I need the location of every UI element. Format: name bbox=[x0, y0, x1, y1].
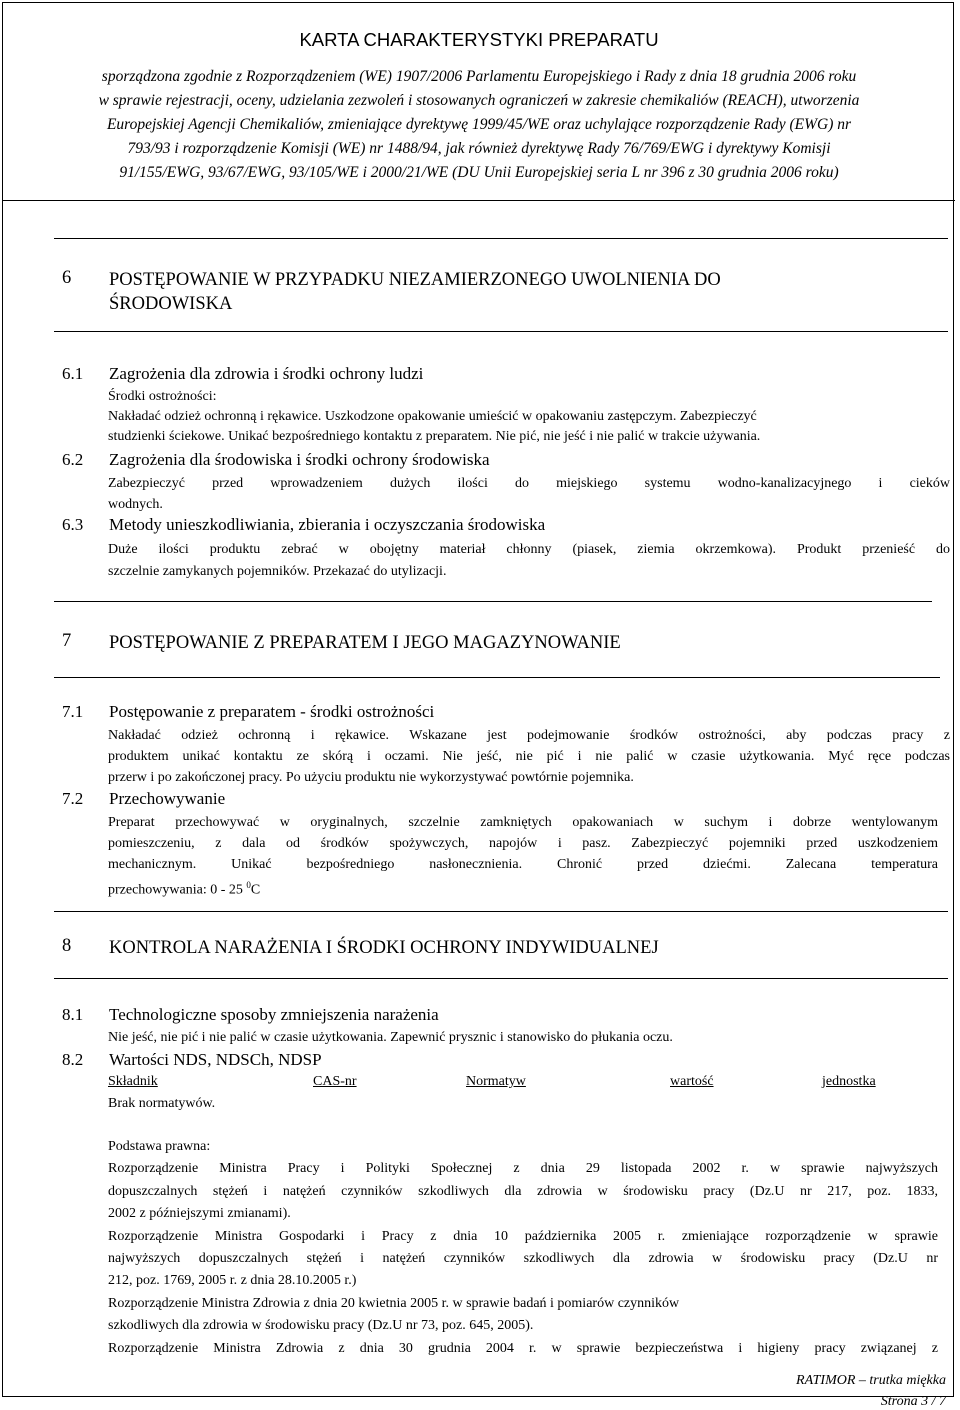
section-heading: KONTROLA NARAŻENIA I ŚRODKI OCHRONY INDYWIDUALNEJ bbox=[109, 938, 659, 958]
subsection-6-2-body bbox=[108, 473, 950, 515]
subsection-7-1-body bbox=[108, 725, 950, 788]
column-header-value: wartość bbox=[670, 1074, 714, 1089]
subsection-heading: Postępowanie z preparatem - środki ostrożności bbox=[109, 702, 435, 721]
temperature-unit: C bbox=[250, 882, 261, 898]
text-line: Środki ostrożności: bbox=[108, 389, 217, 404]
legal-basis-label: Podstawa prawna: bbox=[108, 1139, 211, 1154]
divider bbox=[54, 238, 948, 239]
divider bbox=[54, 331, 948, 332]
divider bbox=[54, 911, 948, 912]
subsection-6-3-body bbox=[108, 539, 950, 583]
heading-line: POSTĘPOWANIE W PRZYPADKU NIEZAMIERZONEGO UWOLNIENIA DO bbox=[109, 270, 721, 290]
text-line: 2002 z późniejszymi zmianami). bbox=[108, 1206, 291, 1222]
subsection-number: 7.2 bbox=[62, 789, 84, 808]
subsection-heading: Zagrożenia dla zdrowia i środki ochrony ludzi bbox=[109, 364, 424, 383]
footer-page-number: Strona 3 / 7 bbox=[880, 1394, 946, 1409]
text-line: szkodliwych dla zdrowia w środowisku pracy (Dz.U nr 73, poz. 645, 2005). bbox=[108, 1318, 534, 1334]
subsection-number: 8.2 bbox=[62, 1050, 84, 1069]
regulation-reference bbox=[13, 65, 945, 185]
text-line: Rozporządzenie Ministra Pracy i Polityki Społecznej z dnia 29 listopada 2002 r. w sprawie najwyższych bbox=[108, 1161, 938, 1177]
text-line: wodnych. bbox=[108, 497, 163, 512]
text-line: Nie jeść, nie pić i nie palić w czasie użytkowania. Zapewnić prysznic i stanowisko do płukania oczu. bbox=[108, 1030, 673, 1045]
subsection-6-1-body bbox=[108, 387, 950, 447]
section-heading bbox=[109, 268, 721, 316]
section-heading: POSTĘPOWANIE Z PREPARATEM I JEGO MAGAZYNOWANIE bbox=[109, 633, 621, 653]
divider bbox=[54, 978, 948, 979]
text-line: produktem unikać kontaktu ze skórą i oczami. Nie jeść, nie pić i nie palić w czasie użytkowania. Myć ręce podczas bbox=[108, 749, 950, 764]
text-line: Rozporządzenie Ministra Gospodarki i Pracy z dnia 10 października 2005 r. zmieniające rozporządzenie w sprawie bbox=[108, 1228, 938, 1244]
degree-sign: 0 bbox=[246, 880, 251, 890]
text-line: dopuszczalnych stężeń i natężeń czynników szkodliwych dla zdrowia w środowisku pracy (Dz.U nr 217, poz. 1833, bbox=[108, 1183, 938, 1199]
subsection-number: 6.3 bbox=[62, 515, 84, 534]
subsection-number: 7.1 bbox=[62, 702, 84, 721]
regulation-line: w sprawie rejestracji, oceny, udzielania zezwoleń i stosowanych ograniczeń w zakresie chemikaliów (REACH), utworzenia bbox=[98, 92, 860, 109]
subsection-8-1-body bbox=[108, 1028, 950, 1048]
subsection-number: 6.2 bbox=[62, 450, 84, 469]
text-line: pomieszczeniu, z dala od środków spożywczych, napojów i pasz. Zabezpieczyć pojemniki przed uszkodzeniem bbox=[108, 836, 938, 851]
document-header bbox=[3, 3, 955, 201]
text-line: przerw i po zakończonej pracy. Po użyciu produktu nie wykorzystywać powtórnie pojemnika. bbox=[108, 770, 634, 785]
text-line: 212, poz. 1769, 2005 r. z dnia 28.10.2005 r.) bbox=[108, 1273, 357, 1289]
text-line: studzienki ściekowe. Unikać bezpośredniego kontaktu z preparatem. Nie pić, nie jeść i nie palić w trakcie używania. bbox=[108, 429, 761, 444]
footer-product-name: RATIMOR – trutka miękka bbox=[796, 1373, 946, 1388]
temperature-text: przechowywania: 0 - 25 bbox=[108, 882, 247, 898]
column-header-unit: jednostka bbox=[822, 1074, 876, 1089]
section-number: 6 bbox=[62, 268, 72, 288]
regulation-line: 91/155/EWG, 93/67/EWG, 93/105/WE i 2000/21/WE (DU Unii Europejskiej seria L nr 396 z 30 grudnia 2006 roku) bbox=[119, 164, 839, 181]
legal-basis bbox=[108, 1136, 938, 1360]
divider bbox=[54, 677, 940, 678]
text-line: mechanicznym. Unikać bezpośredniego nasłonecznienia. Chronić przed dziećmi. Zalecana temperatura bbox=[108, 857, 938, 872]
regulation-line: Europejskiej Agencji Chemikaliów, zmieniające dyrektywę 1999/45/WE oraz uchylające rozporządzenie Rady (EWG) nr bbox=[106, 116, 852, 133]
text-line: Duże ilości produktu zebrać w obojętny materiał chłonny (piasek, ziemia okrzemkowa). Produkt przenieść do bbox=[108, 542, 950, 557]
text-line: Nakładać odzież ochronną i rękawice. Wskazane jest podejmowanie środków ostrożności, aby podczas pracy z bbox=[108, 728, 950, 743]
section-number: 7 bbox=[62, 631, 72, 651]
text-line: Rozporządzenie Ministra Zdrowia z dnia 20 kwietnia 2005 r. w sprawie badań i pomiarów czynników bbox=[108, 1295, 680, 1311]
text-line: szczelnie zamykanych pojemników. Przekazać do utylizacji. bbox=[108, 564, 447, 579]
subsection-number: 8.1 bbox=[62, 1005, 84, 1024]
section-number: 8 bbox=[62, 936, 72, 956]
subsection-heading: Zagrożenia dla środowiska i środki ochrony środowiska bbox=[109, 450, 490, 469]
subsection-heading: Przechowywanie bbox=[109, 789, 226, 808]
column-header-norm: Normatyw bbox=[466, 1074, 526, 1089]
text-line: Zabezpieczyć przed wprowadzeniem dużych ilości do miejskiego systemu wodno-kanalizacyjnego i cieków bbox=[108, 476, 950, 491]
subsection-heading: Metody unieszkodliwiania, zbierania i oczyszczania środowiska bbox=[109, 515, 546, 534]
text-line: Rozporządzenie Ministra Zdrowia z dnia 30 grudnia 2004 r. w sprawie bezpieczeństwa i higieny pracy związanej z bbox=[108, 1340, 938, 1356]
subsection-heading: Wartości NDS, NDSCh, NDSP bbox=[109, 1050, 322, 1069]
regulation-line: sporządzona zgodnie z Rozporządzeniem (WE) 1907/2006 Parlamentu Europejskiego i Rady z dnia 18 grudnia 2006 roku bbox=[101, 68, 857, 85]
column-header-component: Składnik bbox=[108, 1074, 158, 1089]
subsection-number: 6.1 bbox=[62, 364, 84, 383]
text-line: Preparat przechowywać w oryginalnych, szczelnie zamkniętych opakowaniach w suchym i dobrze wentylowanym bbox=[108, 815, 938, 830]
heading-line: ŚRODOWISKA bbox=[109, 294, 233, 314]
storage-temperature bbox=[108, 875, 938, 901]
text-line: najwyższych dopuszczalnych stężeń i natężeń czynników szkodliwych dla zdrowia w środowisku pracy (Dz.U nr bbox=[108, 1251, 938, 1267]
no-limits-text: Brak normatywów. bbox=[108, 1096, 216, 1111]
divider bbox=[54, 601, 932, 602]
subsection-heading: Technologiczne sposoby zmniejszenia narażenia bbox=[109, 1005, 439, 1024]
document-title: KARTA CHARAKTERYSTYKI PREPARATU bbox=[299, 29, 659, 50]
column-header-cas: CAS-nr bbox=[313, 1074, 357, 1089]
text-line: Nakładać odzież ochronną i rękawice. Uszkodzone opakowanie umieścić w opakowaniu zastępczym. Zabezpieczyć bbox=[108, 409, 757, 424]
regulation-line: 793/93 i rozporządzenie Komisji (WE) nr 1488/94, jak również dyrektywę Rady 76/769/EWG i dyrektywy Komisji bbox=[127, 140, 831, 157]
subsection-7-2-body bbox=[108, 812, 938, 901]
